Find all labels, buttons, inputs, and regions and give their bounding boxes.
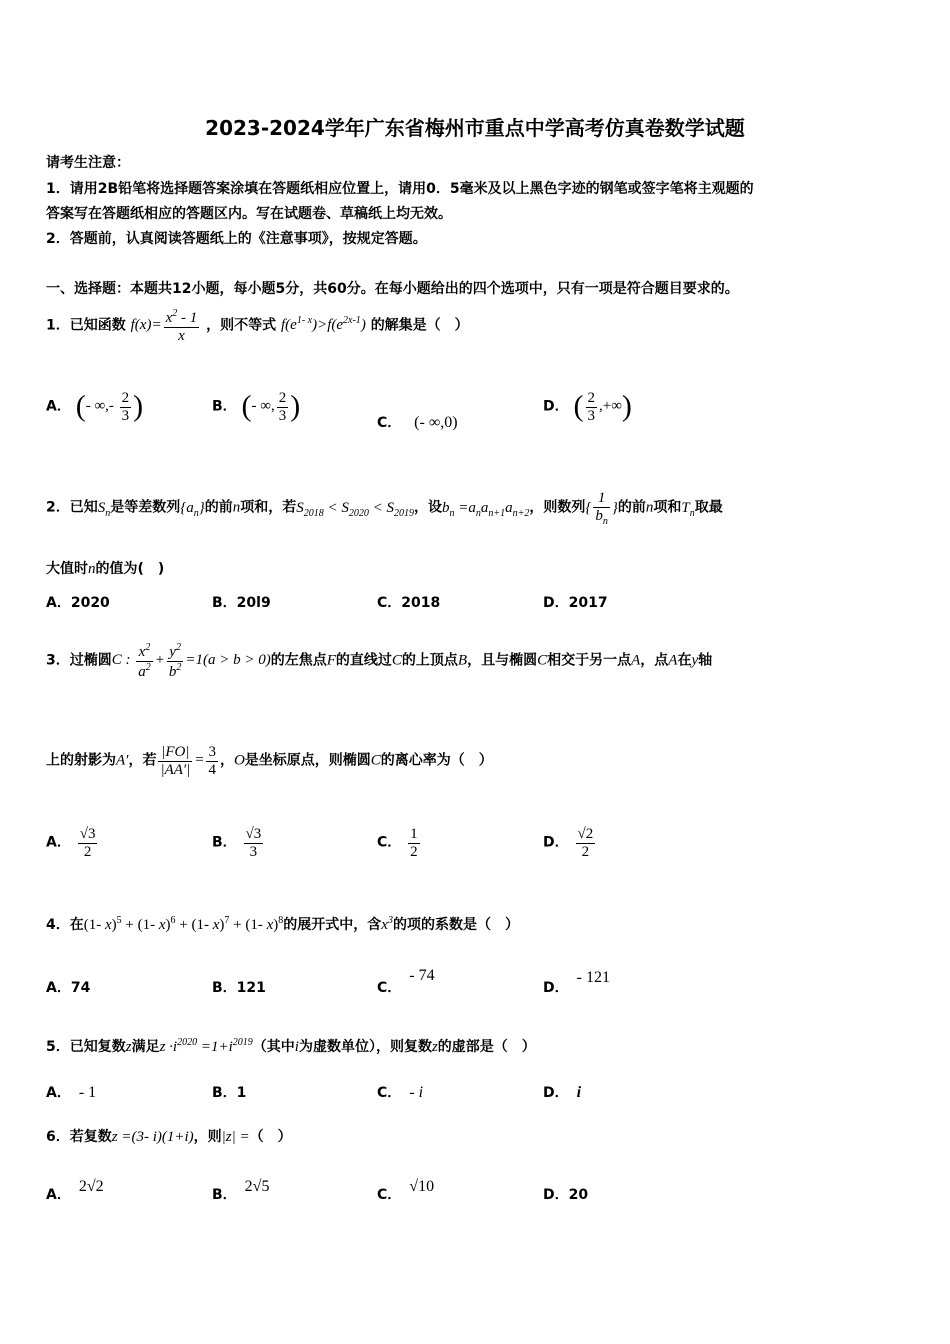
q1-prefix: 1．已知函数 [46,317,126,334]
question-1 [46,308,469,344]
notice-heading: 请考生注意： [46,155,130,171]
q1-option-a[interactable]: A． (- ∞,- $\frac{2}{3}$ ) [46,390,144,424]
q3-option-d[interactable]: D． $\frac{√2}{2}$ [543,826,594,860]
q6-option-b[interactable]: B． 2√5 [212,1178,270,1203]
q3-option-a[interactable]: A． $\frac{√3}{2}$ [46,826,96,860]
q4-option-b[interactable]: B．121 [212,980,266,996]
q1-function: f(x)= $\frac{x^2 - 1}{x}$ [130,308,198,344]
q2-option-a[interactable]: A．2020 [46,595,110,611]
question-4: 4．在(1- x)$^5$ + (1- x)$^6$ + (1- x)$^7$ + (1- x)$^8$的展开式中，含$x^3$的项的系数是（ ） [46,915,519,933]
q1-suffix: 的解集是（ ） [370,317,469,334]
section-1-heading: 一、选择题：本题共12小题，每小题5分，共60分。在每小题给出的四个选项中，只有一项是符合题目要求的。 [46,281,739,297]
q1-option-d[interactable]: D． ( $\frac{2}{3}$ ,+∞) [543,390,632,424]
notice-item-1-cont: 答案写在答题纸相应的答题区内。写在试题卷、草稿纸上均无效。 [46,206,452,222]
question-3-line-1: 3．过椭圆C : $\frac{x^2}{a^2}$ + $\frac{y^2}{b^2}$ =1(a > b > 0)的左焦点F的直线过C的上顶点B，且与椭圆C相交于另一点A，点A在y轴 [46,642,713,680]
q6-option-a[interactable]: A． 2√2 [46,1178,104,1203]
q6-option-c[interactable]: C． √10 [377,1178,435,1203]
q1-mid: ，则不等式 [206,317,277,334]
q5-option-d[interactable]: D． i [543,1084,582,1101]
q4-option-a[interactable]: A．74 [46,980,91,996]
q1-option-c[interactable]: C． (- ∞,0) [377,414,458,431]
question-2-line-2: 大值时n的值为( ) [46,561,165,577]
q1-option-b[interactable]: B． (- ∞, $\frac{2}{3}$ ) [212,390,301,424]
question-3-line-2: 上的射影为A′，若 $\frac{|FO|}{|AA'|}$ = $\frac{3}{4}$ ，O是坐标原点，则椭圆C的离心率为（ ） [46,744,493,778]
q2-option-b[interactable]: B．20l9 [212,595,271,611]
q5-option-b[interactable]: B．1 [212,1085,247,1101]
q5-option-c[interactable]: C． - i [377,1084,424,1101]
notice-item-1: 1．请用2B铅笔将选择题答案涂填在答题纸相应位置上，请用0．5毫米及以上黑色字迹的钢笔或签字笔将主观题的 [46,181,754,197]
q1-inequality: $f(e^{1- x})>f(e^{2x-1})$ [280,315,366,334]
question-5: 5．已知复数z满足$z \cdot i^{2020} =1+i^{2019}$（其中i为虚数单位），则复数z的虚部是（ ） [46,1037,536,1055]
q4-option-c[interactable]: C．- 74 [377,967,435,996]
q3-option-c[interactable]: C． $\frac{1}{2}$ [377,826,418,860]
page-title: 2023-2024学年广东省梅州市重点中学高考仿真卷数学试题 [205,116,745,140]
q4-option-d[interactable]: D．- 121 [543,969,610,996]
q5-option-a[interactable]: A． - 1 [46,1084,97,1101]
question-6: 6．若复数z =(3- i)(1+i)，则|z| =（ ） [46,1129,292,1145]
q6-option-d[interactable]: D．20 [543,1187,589,1203]
q2-option-c[interactable]: C．2018 [377,595,441,611]
q2-option-d[interactable]: D．2017 [543,595,608,611]
q3-option-b[interactable]: B． $\frac{√3}{3}$ [212,826,262,860]
notice-item-2: 2．答题前，认真阅读答题纸上的《注意事项》，按规定答题。 [46,231,427,247]
question-2-line-1: 2．已知$S_n$是等差数列$\{a_n\}$的前n项和，若$S_{2018} < S_{2020} < S_{2019}$，设$b_n =a_na_{n+1}a_{n+2}$，则数列{ $\frac{1}{b_n}$ }的前n项和$T_n$取最 [46,490,723,527]
